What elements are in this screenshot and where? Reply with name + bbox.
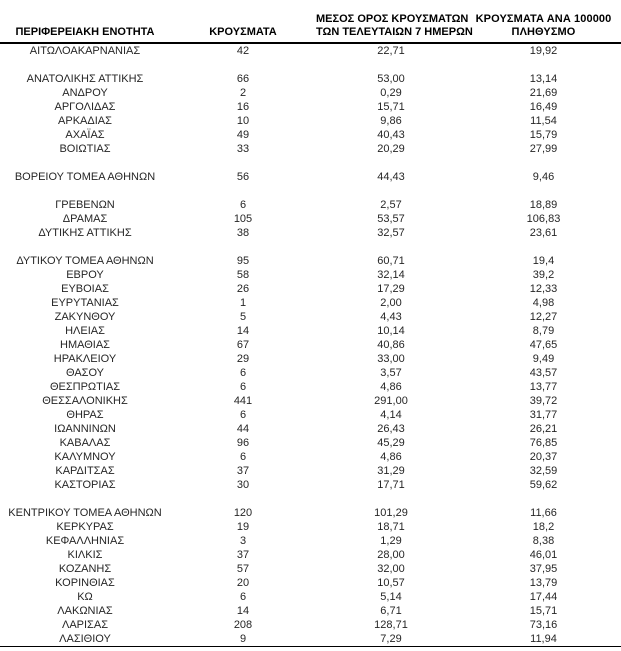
cases-cell: 441 [233, 395, 253, 407]
avg-7day-cell: 4,86 [380, 451, 402, 463]
cases-cell: 6 [239, 451, 247, 463]
per-100k-cell: 43,57 [529, 367, 558, 379]
per-100k-cell: 21,69 [529, 87, 558, 99]
cases-cell: 6 [239, 381, 247, 393]
per-100k-cell: 18,89 [529, 199, 558, 211]
region-cell: ΕΥΒΟΙΑΣ [61, 283, 109, 295]
avg-7day-cell: 17,29 [377, 283, 405, 295]
cases-cell: 6 [239, 591, 247, 603]
cases-cell: 2 [239, 87, 247, 99]
avg-7day-cell: 15,71 [377, 101, 405, 113]
avg-7day-cell: 4,43 [380, 311, 402, 323]
spacer-cell [0, 240, 621, 254]
per-100k-cell: 12,33 [529, 283, 558, 295]
region-cell: ΒΟΡΕΙΟΥ ΤΟΜΕΑ ΑΘΗΝΩΝ [14, 171, 156, 183]
region-cell: ΗΜΑΘΙΑΣ [60, 339, 110, 351]
spacer-cell [0, 184, 621, 198]
table-row [0, 632, 621, 647]
avg-7day-cell: 0,29 [380, 87, 402, 99]
avg-7day-cell: 291,00 [374, 395, 408, 407]
avg-7day-cell: 10,57 [377, 577, 405, 589]
cases-cell: 120 [233, 507, 253, 519]
table-row [0, 590, 621, 604]
table-row [0, 394, 621, 408]
region-cell: ΚΑΒΑΛΑΣ [59, 437, 111, 449]
spacer-cell [0, 492, 621, 506]
table-row [0, 226, 621, 240]
region-cell: ΗΡΑΚΛΕΙΟΥ [53, 353, 117, 365]
per-100k-cell: 18,2 [532, 521, 555, 533]
region-cell: ΚΩ [77, 591, 93, 603]
region-cell: ΚΑΛΥΜΝΟΥ [54, 451, 116, 463]
table-row [0, 576, 621, 590]
cases-cell: 56 [236, 171, 250, 183]
per-100k-cell: 8,38 [532, 535, 555, 547]
region-cell: ΘΕΣΠΡΩΤΙΑΣ [49, 381, 121, 393]
avg-7day-cell: 4,86 [380, 381, 402, 393]
per-100k-cell: 31,77 [529, 409, 558, 421]
avg-7day-cell: 28,00 [377, 549, 405, 561]
avg-7day-cell: 40,86 [377, 339, 405, 351]
table-row [0, 562, 621, 576]
per-100k-cell: 17,44 [529, 591, 558, 603]
region-cell: ΘΑΣΟΥ [65, 367, 105, 379]
avg-7day-cell: 32,00 [377, 563, 405, 575]
table-row [0, 254, 621, 268]
table-row [0, 86, 621, 100]
per-100k-cell: 73,16 [529, 619, 558, 631]
avg-7day-cell: 32,14 [377, 269, 405, 281]
avg-7day-cell: 5,14 [380, 591, 402, 603]
col-header-region [0, 13, 170, 43]
region-cell: ΚΑΣΤΟΡΙΑΣ [54, 479, 116, 491]
region-cell: ΑΝΑΤΟΛΙΚΗΣ ΑΤΤΙΚΗΣ [26, 73, 144, 85]
cases-cell: 33 [236, 143, 250, 155]
region-cell: ΙΩΑΝΝΙΝΩΝ [54, 423, 116, 435]
cases-cell: 29 [236, 353, 250, 365]
region-cell: ΛΑΚΩΝΙΑΣ [57, 605, 113, 617]
per-100k-cell: 8,79 [532, 325, 555, 337]
per-100k-cell: 11,94 [466, 632, 621, 647]
cases-cell: 5 [239, 311, 247, 323]
per-100k-cell: 76,85 [529, 437, 558, 449]
per-100k-cell: 15,79 [529, 129, 558, 141]
cases-cell: 38 [236, 227, 250, 239]
group-spacer-row [0, 184, 621, 198]
table-row [0, 128, 621, 142]
cases-cell: 49 [236, 129, 250, 141]
table-body [0, 43, 621, 647]
cases-cell: 58 [236, 269, 250, 281]
spacer-cell [0, 58, 621, 72]
table-row [0, 548, 621, 562]
avg-7day-cell: 32,57 [377, 227, 405, 239]
per-100k-cell: 13,77 [529, 381, 558, 393]
table-row [0, 212, 621, 226]
avg-7day-cell: 7,29 [316, 632, 466, 647]
region-cell: ΑΡΚΑΔΙΑΣ [58, 115, 112, 127]
per-100k-cell: 19,92 [529, 45, 558, 57]
avg-7day-cell: 45,29 [377, 437, 405, 449]
cases-cell: 10 [236, 115, 250, 127]
avg-7day-cell: 1,29 [380, 535, 402, 547]
avg-7day-cell: 9,86 [380, 115, 402, 127]
table-row [0, 43, 621, 58]
region-cell: ΚΟΖΑΝΗΣ [58, 563, 112, 575]
region-cell: ΔΥΤΙΚΗΣ ΑΤΤΙΚΗΣ [38, 227, 132, 239]
region-cell: ΑΧΑΪΑΣ [65, 129, 105, 141]
per-100k-cell: 15,71 [529, 605, 558, 617]
per-100k-cell: 27,99 [529, 143, 558, 155]
cases-cell: 14 [236, 325, 250, 337]
avg-7day-cell: 44,43 [377, 171, 405, 183]
col-header-7day-average-line2: ΤΩΝ ΤΕΛΕΥΤΑΙΩΝ 7 ΗΜΕΡΩΝ [316, 26, 473, 38]
table-row [0, 520, 621, 534]
group-spacer-row [0, 240, 621, 254]
region-cell: ΛΑΣΙΘΙΟΥ [0, 632, 170, 647]
region-cell: ΔΥΤΙΚΟΥ ΤΟΜΕΑ ΑΘΗΝΩΝ [16, 255, 154, 267]
region-cell: ΑΡΓΟΛΙΔΑΣ [54, 101, 116, 113]
per-100k-cell: 13,14 [529, 73, 558, 85]
header-row [0, 13, 621, 43]
per-100k-cell: 23,61 [529, 227, 558, 239]
region-cell: ΕΒΡΟΥ [66, 269, 104, 281]
cases-cell: 30 [236, 479, 250, 491]
region-cell: ΔΡΑΜΑΣ [62, 213, 108, 225]
cases-cell: 19 [236, 521, 250, 533]
per-100k-cell: 9,49 [532, 353, 555, 365]
per-100k-cell: 39,2 [532, 269, 555, 281]
cases-cell: 95 [236, 255, 250, 267]
spacer-cell [0, 156, 621, 170]
table-row [0, 352, 621, 366]
region-cell: ΗΛΕΙΑΣ [65, 325, 105, 337]
table-row [0, 604, 621, 618]
per-100k-cell: 26,21 [529, 423, 558, 435]
region-cell: ΕΥΡΥΤΑΝΙΑΣ [51, 297, 119, 309]
region-cell: ΛΑΡΙΣΑΣ [61, 619, 108, 631]
avg-7day-cell: 10,14 [377, 325, 405, 337]
cases-cell: 3 [239, 535, 247, 547]
cases-cell: 1 [239, 297, 247, 309]
group-spacer-row [0, 58, 621, 72]
col-header-cases-label: ΚΡΟΥΣΜΑΤΑ [209, 26, 277, 38]
per-100k-cell: 12,27 [529, 311, 558, 323]
cases-cell: 26 [236, 283, 250, 295]
table-row [0, 436, 621, 450]
region-cell: ΑΙΤΩΛΟΑΚΑΡΝΑΝΙΑΣ [29, 45, 141, 57]
avg-7day-cell: 3,57 [380, 367, 402, 379]
table-row [0, 408, 621, 422]
region-cell: ΓΡΕΒΕΝΩΝ [55, 199, 115, 211]
region-cell: ΚΕΡΚΥΡΑΣ [56, 521, 114, 533]
col-header-per-100k [466, 13, 621, 43]
per-100k-cell: 32,59 [529, 465, 558, 477]
table-row [0, 198, 621, 212]
cases-cell: 44 [236, 423, 250, 435]
table-row [0, 534, 621, 548]
per-100k-cell: 39,72 [529, 395, 558, 407]
cases-cell: 57 [236, 563, 250, 575]
table-row [0, 268, 621, 282]
table-row [0, 450, 621, 464]
avg-7day-cell: 60,71 [377, 255, 405, 267]
table-row [0, 324, 621, 338]
per-100k-cell: 13,79 [529, 577, 558, 589]
table-row [0, 142, 621, 156]
group-spacer-row [0, 156, 621, 170]
avg-7day-cell: 2,57 [380, 199, 402, 211]
cases-cell: 6 [239, 367, 247, 379]
col-header-7day-average-line1: ΜΕΣΟΣ ΟΡΟΣ ΚΡΟΥΣΜΑΤΩΝ [316, 13, 469, 25]
region-cell: ΑΝΔΡΟΥ [62, 87, 108, 99]
cases-cell: 105 [233, 213, 253, 225]
per-100k-cell: 59,62 [529, 479, 558, 491]
avg-7day-cell: 17,71 [377, 479, 405, 491]
avg-7day-cell: 20,29 [377, 143, 405, 155]
per-100k-cell: 11,54 [530, 115, 557, 127]
table-row [0, 618, 621, 632]
cases-cell: 14 [236, 605, 250, 617]
region-cell: ΚΕΦΑΛΛΗΝΙΑΣ [45, 535, 125, 547]
region-cell: ΒΟΙΩΤΙΑΣ [59, 143, 111, 155]
table-row [0, 506, 621, 520]
cases-cell: 208 [233, 619, 253, 631]
region-cell: ΚΕΝΤΡΙΚΟΥ ΤΟΜΕΑ ΑΘΗΝΩΝ [8, 507, 162, 519]
avg-7day-cell: 4,14 [380, 409, 402, 421]
avg-7day-cell: 22,71 [377, 45, 405, 57]
avg-7day-cell: 101,29 [374, 507, 408, 519]
avg-7day-cell: 128,71 [374, 619, 408, 631]
per-100k-cell: 47,65 [529, 339, 558, 351]
per-100k-cell: 37,95 [529, 563, 558, 575]
region-cell: ΚΑΡΔΙΤΣΑΣ [55, 465, 115, 477]
table-row [0, 366, 621, 380]
cases-cell: 42 [236, 45, 250, 57]
avg-7day-cell: 53,00 [377, 73, 405, 85]
table-row [0, 478, 621, 492]
avg-7day-cell: 53,57 [377, 213, 405, 225]
table-row [0, 114, 621, 128]
table-row [0, 338, 621, 352]
avg-7day-cell: 31,29 [377, 465, 405, 477]
per-100k-cell: 9,46 [532, 171, 555, 183]
table-row [0, 380, 621, 394]
per-100k-cell: 4,98 [532, 297, 555, 309]
group-spacer-row [0, 492, 621, 506]
region-cell: ΚΙΛΚΙΣ [67, 549, 103, 561]
col-header-per-100k-line2: ΠΛΗΘΥΣΜΟ [511, 26, 576, 38]
avg-7day-cell: 33,00 [377, 353, 405, 365]
cases-cell: 6 [239, 199, 247, 211]
table-row [0, 72, 621, 86]
per-100k-cell: 46,01 [529, 549, 558, 561]
cases-cell: 96 [236, 437, 250, 449]
avg-7day-cell: 18,71 [377, 521, 405, 533]
col-header-region-label: ΠΕΡΙΦΕΡΕΙΑΚΗ ΕΝΟΤΗΤΑ [15, 26, 155, 38]
table-row [0, 100, 621, 114]
table-row [0, 422, 621, 436]
table-header [0, 13, 621, 43]
table-row [0, 464, 621, 478]
per-100k-cell: 106,83 [526, 213, 561, 225]
table-row [0, 296, 621, 310]
avg-7day-cell: 2,00 [380, 297, 402, 309]
avg-7day-cell: 40,43 [377, 129, 405, 141]
table-row [0, 170, 621, 184]
cases-cell: 20 [236, 577, 250, 589]
col-header-cases [170, 13, 316, 43]
table-row [0, 282, 621, 296]
cases-cell: 37 [236, 465, 250, 477]
region-cell: ΘΗΡΑΣ [66, 409, 104, 421]
per-100k-cell: 11,66 [530, 507, 557, 519]
region-cell: ΖΑΚΥΝΘΟΥ [54, 311, 116, 323]
col-header-per-100k-line1: ΚΡΟΥΣΜΑΤΑ ΑΝΑ 100000 [475, 13, 612, 25]
per-100k-cell: 16,49 [529, 101, 558, 113]
regional-cases-table [0, 13, 621, 647]
cases-cell: 37 [236, 549, 250, 561]
per-100k-cell: 20,37 [529, 451, 558, 463]
region-cell: ΚΟΡΙΝΘΙΑΣ [55, 577, 115, 589]
cases-cell: 16 [236, 101, 250, 113]
avg-7day-cell: 6,71 [380, 605, 402, 617]
per-100k-cell: 19,4 [532, 255, 555, 267]
cases-cell: 9 [170, 632, 316, 647]
cases-cell: 6 [239, 409, 247, 421]
cases-cell: 66 [236, 73, 250, 85]
col-header-7day-average [316, 13, 473, 43]
cases-cell: 67 [236, 339, 250, 351]
table-row [0, 310, 621, 324]
avg-7day-cell: 26,43 [377, 423, 405, 435]
region-cell: ΘΕΣΣΑΛΟΝΙΚΗΣ [42, 395, 128, 407]
